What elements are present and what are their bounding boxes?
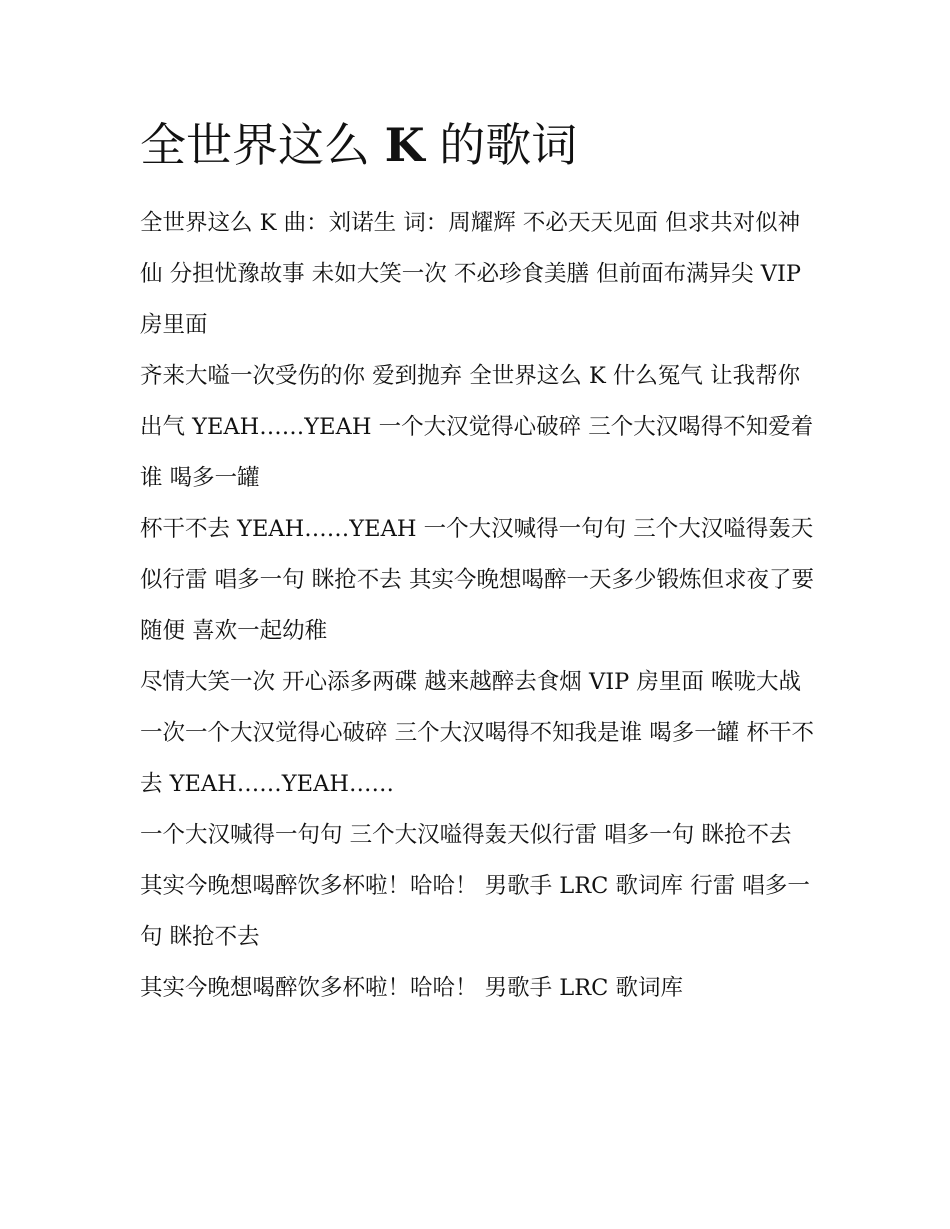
document-title <box>140 112 840 178</box>
title-text-bold: K <box>384 118 425 172</box>
title-text-post: 的歌词 <box>439 118 578 172</box>
lyrics-paragraph-1: 全世界这么 K 曲：刘诺生 词：周耀辉 不必天天见面 但求共对似神仙 分担忧豫故事 未如大笑一次 不必珍食美膳 但前面布满异尖 VIP 房里面 <box>140 210 802 338</box>
lyrics-paragraph-4: 尽情大笑一次 开心添多两碟 越来越醉去食烟 VIP 房里面 喉咙大战一次一个大汉觉得心破碎 三个大汉喝得不知我是谁 喝多一罐 杯干不去 YEAH……YEAH…… <box>140 669 814 797</box>
lyrics-paragraph-6: 其实今晚想喝醉饮多杯啦！哈哈！ 男歌手 LRC 歌词库 <box>140 975 684 1001</box>
lyrics-paragraph-5: 一个大汉喊得一句句 三个大汉嗌得轰天似行雷 唱多一句 眯抢不去 其实今晚想喝醉饮多杯啦！哈哈！ 男歌手 LRC 歌词库 行雷 唱多一句 眯抢不去 <box>140 822 810 950</box>
lyrics-body <box>140 198 815 1014</box>
lyrics-paragraph-3: 杯干不去 YEAH……YEAH 一个大汉喊得一句句 三个大汉嗌得轰天似行雷 唱多一句 眯抢不去 其实今晚想喝醉一天多少锻炼但求夜了要随便 喜欢一起幼稚 <box>140 516 814 644</box>
title-text-pre: 全世界这么 <box>140 118 370 172</box>
lyrics-paragraph-2: 齐来大嗌一次受伤的你 爱到抛弃 全世界这么 K 什么冤气 让我帮你出气 YEAH……YEAH 一个大汉觉得心破碎 三个大汉喝得不知爱着谁 喝多一罐 <box>140 363 814 491</box>
